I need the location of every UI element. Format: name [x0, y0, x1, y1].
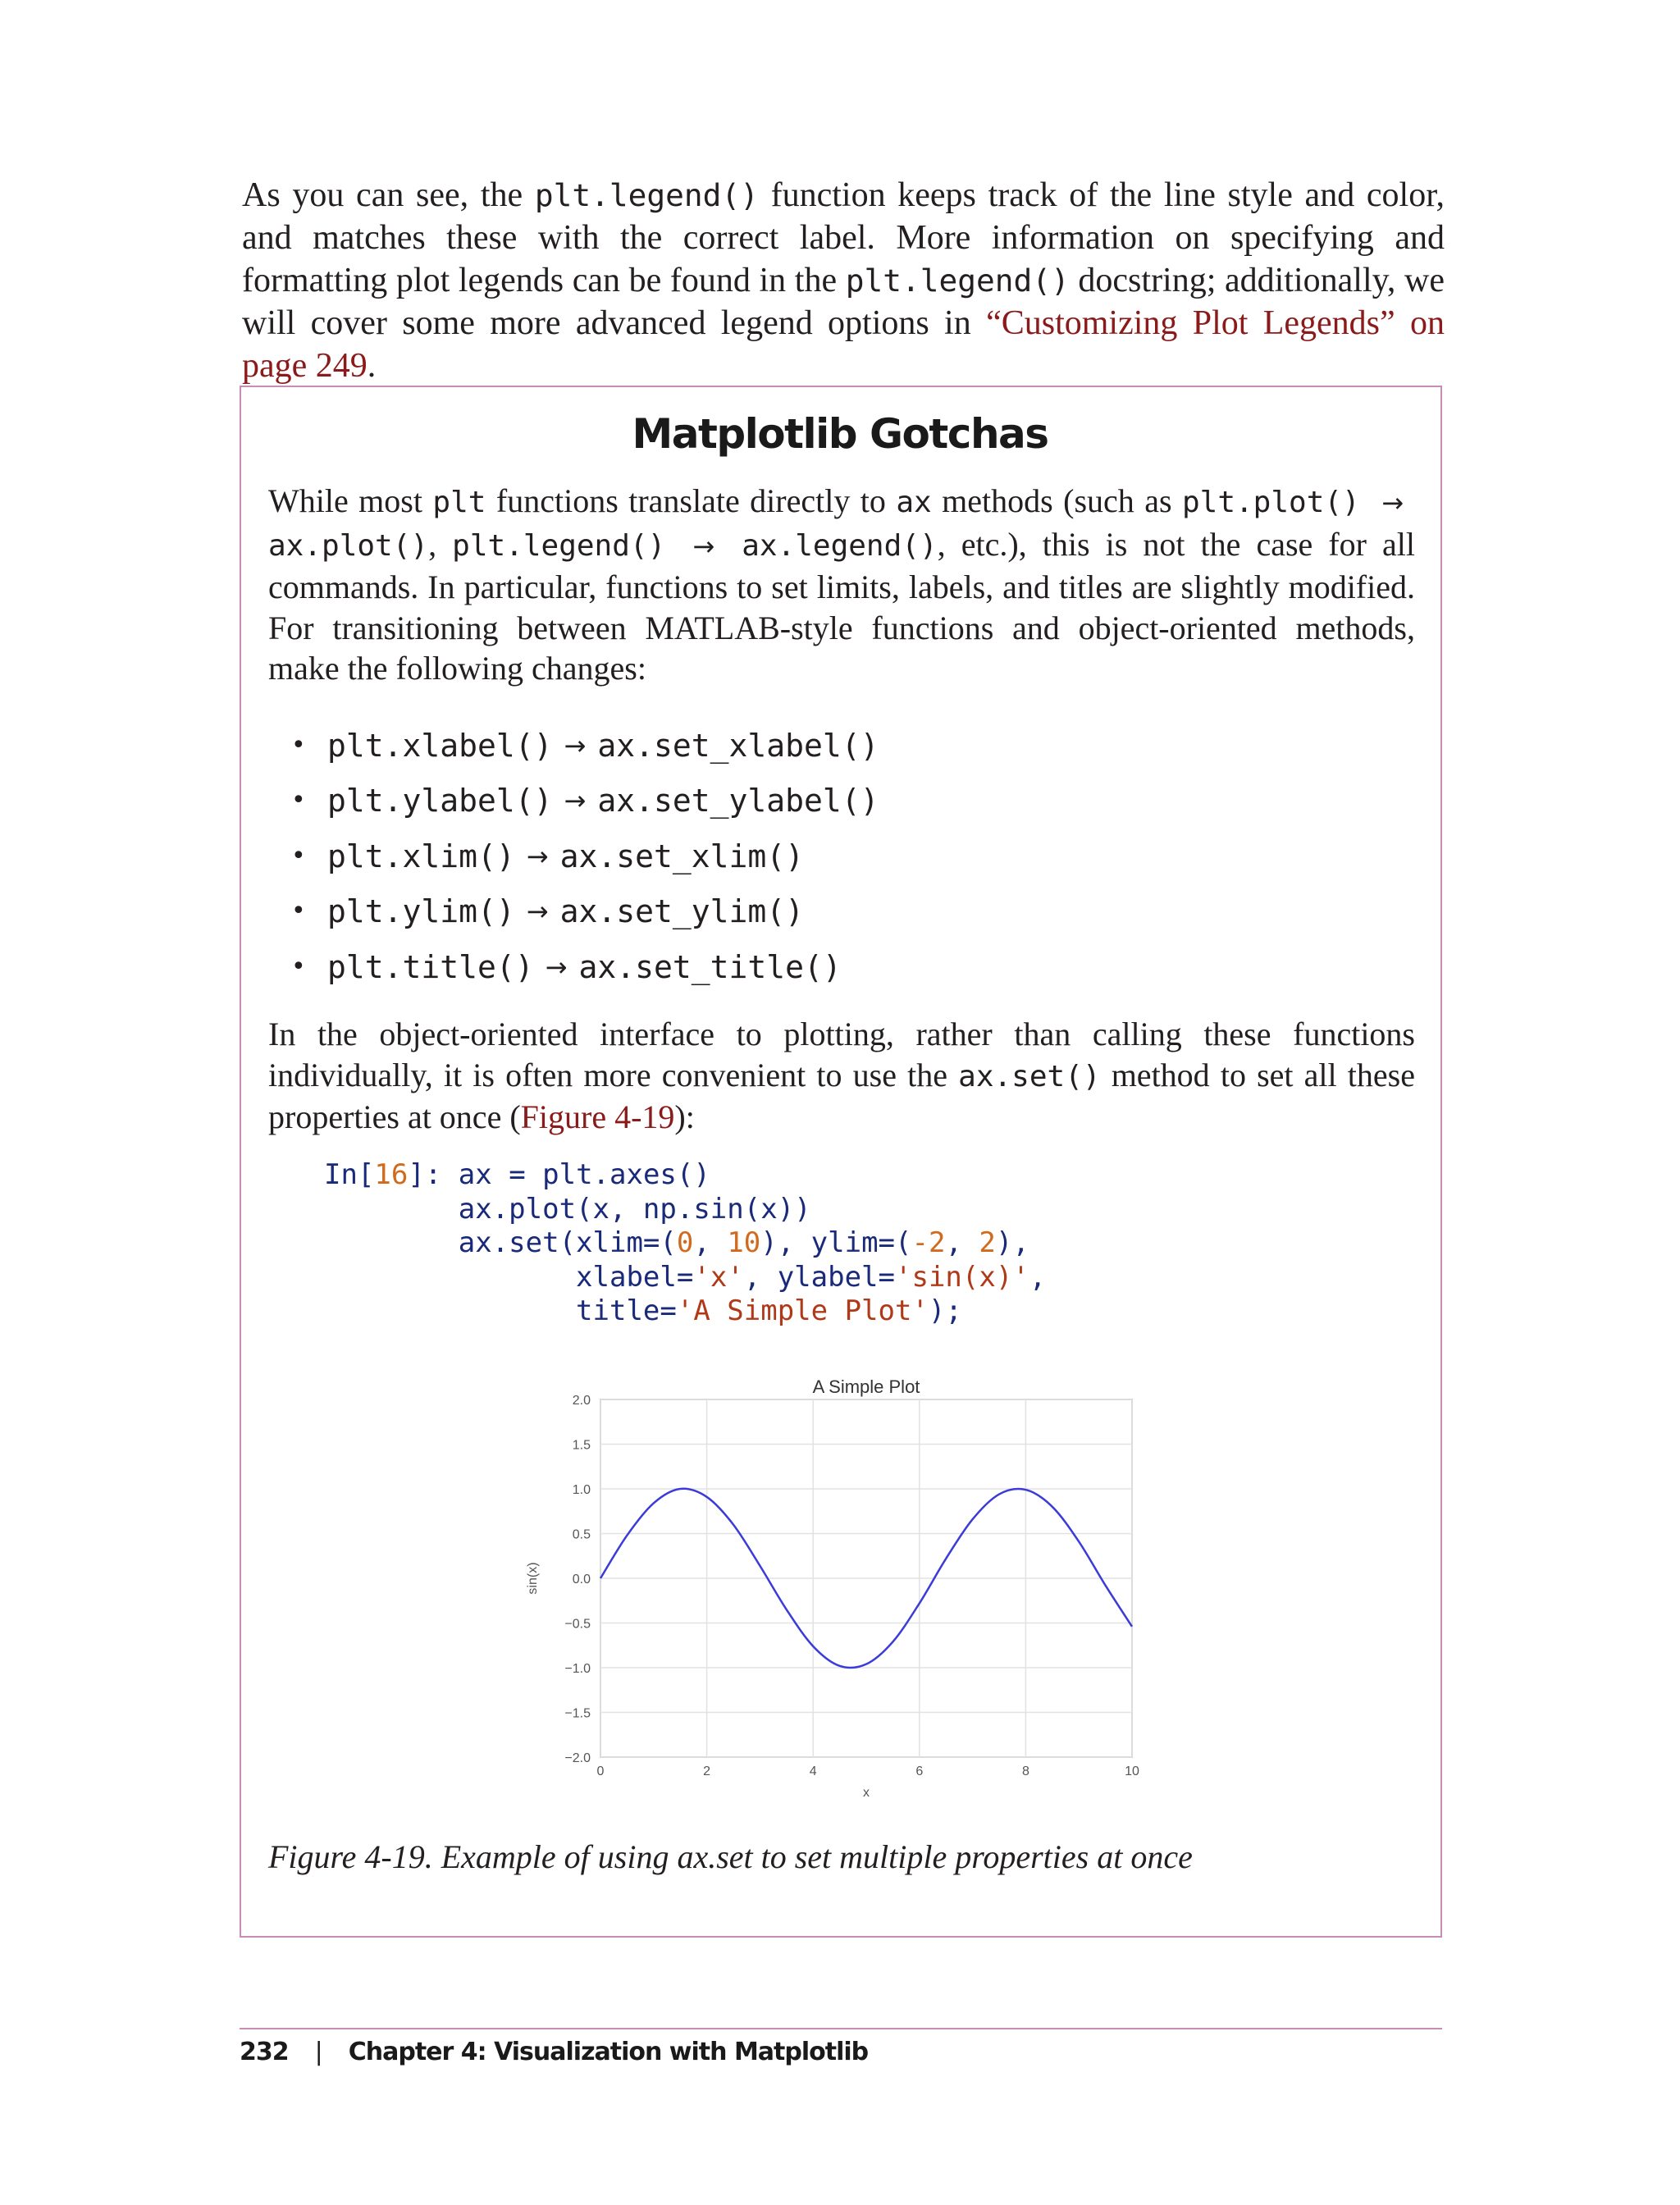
inline-code: ax.plot(): [268, 528, 429, 563]
code-from: plt.ylim(): [327, 893, 515, 930]
paragraph-text: ):: [674, 1098, 695, 1135]
code-to: ax.set_xlabel(): [597, 727, 879, 764]
bullet-icon: •: [291, 786, 306, 815]
sidebar-paragraph-2: [268, 1014, 1415, 1138]
paragraph-text: , etc.), this is not the case for all commands. In particular, functions to set limits, labels, and titles are slightly modified. For transitioning between MATLAB-style functions and object-oriented methods, make the following changes:: [268, 525, 1416, 687]
code-string: 'sin(x)': [895, 1260, 1029, 1294]
y-tick-label: 0.0: [572, 1573, 591, 1586]
code-token: ),: [995, 1226, 1029, 1259]
code-line: ax = plt.axes(): [458, 1158, 710, 1191]
figure-link[interactable]: Figure 4-19: [520, 1098, 675, 1135]
cross-reference-link[interactable]: “Customizing Plot Legends” on page 249: [242, 304, 1445, 385]
inline-code: plt.legend(): [845, 262, 1070, 299]
arrow-icon: →: [526, 840, 549, 872]
paragraph-text: functions translate directly to: [486, 482, 897, 519]
inline-code: ax.set(): [958, 1059, 1101, 1093]
list-item: [291, 829, 879, 884]
paragraph-text: In the object-oriented interface to plotting, rather than calling these functions individually, it is often more convenient to use the: [268, 1016, 1415, 1093]
y-tick-label: −2.0: [564, 1751, 591, 1765]
arrow-icon: →: [1381, 487, 1404, 518]
code-number: 0: [676, 1226, 694, 1259]
code-token: ), ylim=(: [760, 1226, 912, 1259]
list-item: [291, 718, 879, 774]
y-tick-label: 0.5: [572, 1527, 591, 1542]
page-footer: [240, 2038, 868, 2066]
code-token: ,: [693, 1226, 728, 1259]
code-string: 'x': [693, 1260, 744, 1294]
code-line: ax.plot(x, np.sin(x)): [458, 1192, 811, 1226]
x-tick-label: 10: [1125, 1764, 1139, 1778]
x-tick-label: 4: [809, 1764, 817, 1778]
intro-text: .: [367, 347, 377, 385]
arrow-icon: →: [526, 896, 549, 928]
code-from: plt.xlabel(): [327, 727, 553, 764]
code-token: );: [928, 1294, 962, 1327]
figure-caption: Figure 4-19. Example of using ax.set to set multiple properties at once: [268, 1838, 1193, 1875]
footer-separator: |: [314, 2038, 322, 2066]
prompt-number: 16: [374, 1158, 409, 1191]
paragraph-text: methods (such as: [931, 482, 1182, 519]
bullet-icon: •: [291, 952, 306, 981]
code-token: ,: [1029, 1260, 1047, 1294]
conversion-list: [291, 718, 879, 995]
code-to: ax.set_ylim(): [559, 893, 805, 930]
y-tick-label: 1.0: [572, 1483, 591, 1497]
arrow-icon: →: [564, 785, 587, 817]
bullet-icon: •: [291, 730, 306, 760]
bullet-icon: •: [291, 841, 306, 870]
sine-chart: [509, 1362, 1165, 1805]
bullet-icon: •: [291, 897, 306, 926]
chapter-title: Chapter 4: Visualization with Matplotlib: [348, 2038, 869, 2066]
code-from: plt.xlim(): [327, 838, 515, 874]
inline-code: ax.legend(): [742, 528, 938, 563]
x-tick-label: 6: [915, 1764, 924, 1778]
list-item: [291, 884, 879, 940]
code-string: 'A Simple Plot': [676, 1294, 929, 1327]
page-number: 232: [240, 2038, 289, 2066]
intro-paragraph: [242, 174, 1445, 387]
inline-code: ax: [896, 486, 932, 519]
code-number: 2: [979, 1226, 996, 1259]
code-from: plt.title(): [327, 948, 534, 985]
arrow-icon: →: [545, 951, 568, 983]
y-tick-labels: [564, 1394, 591, 1765]
code-to: ax.set_title(): [578, 948, 842, 985]
x-tick-label: 2: [703, 1764, 711, 1778]
code-from: plt.ylabel(): [327, 783, 553, 819]
y-axis-label: sin(x): [526, 1562, 540, 1595]
paragraph-text: While most: [268, 482, 433, 519]
code-token: title=: [576, 1294, 677, 1327]
y-tick-label: −0.5: [564, 1617, 591, 1632]
y-tick-label: 2.0: [572, 1394, 591, 1408]
inline-code: plt: [432, 486, 486, 519]
y-tick-label: −1.5: [564, 1706, 591, 1721]
code-token: , ylabel=: [743, 1260, 895, 1294]
paragraph-text: ,: [428, 525, 453, 563]
code-to: ax.set_ylabel(): [597, 783, 879, 819]
intro-text: docstring; additionally, we will cover some more advanced legend options in: [242, 262, 1445, 342]
prompt: In[: [324, 1158, 375, 1191]
code-token: ,: [945, 1226, 979, 1259]
code-to: ax.set_xlim(): [559, 838, 805, 874]
intro-text: function keeps track of the line style and color, and matches these with the correct label. More information on specifying and formatting plot legends can be found in the: [242, 176, 1445, 299]
sidebar-paragraph-1: [268, 481, 1415, 689]
arrow-icon: →: [564, 729, 587, 761]
x-tick-label: 0: [596, 1764, 605, 1778]
code-token: xlabel=: [576, 1260, 694, 1294]
code-number: 10: [727, 1226, 761, 1259]
code-block: [324, 1158, 1046, 1329]
prompt: ]:: [408, 1158, 459, 1191]
inline-code: plt.legend(): [452, 528, 666, 563]
code-token: ax.set(xlim=(: [458, 1226, 677, 1259]
x-axis-label: x: [863, 1786, 870, 1800]
list-item: [291, 939, 879, 995]
arrow-icon: →: [692, 530, 715, 562]
x-tick-label: 8: [1021, 1764, 1029, 1778]
x-tick-labels: [597, 1764, 1139, 1778]
paragraph-text: method to set all these properties at once (: [268, 1056, 1415, 1135]
y-tick-label: −1.0: [564, 1662, 591, 1676]
intro-text: As you can see, the: [242, 176, 535, 214]
chart-title: A Simple Plot: [812, 1376, 920, 1397]
inline-code: plt.plot(): [1181, 486, 1360, 519]
sidebar-title: Matplotlib Gotchas: [632, 410, 1048, 458]
inline-code: plt.legend(): [534, 177, 759, 213]
y-tick-label: 1.5: [572, 1438, 591, 1453]
list-item: [291, 774, 879, 829]
code-number: -2: [911, 1226, 946, 1259]
footer-rule: [240, 2028, 1442, 2029]
